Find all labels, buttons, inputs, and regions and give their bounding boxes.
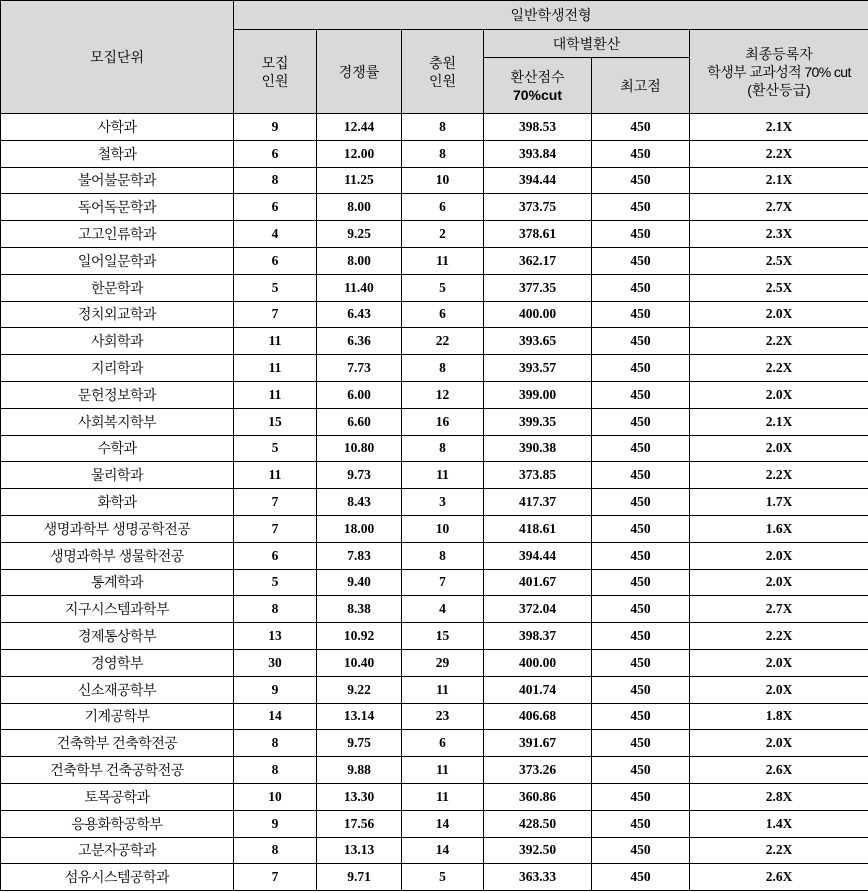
cell-grade: 2.2X — [690, 328, 868, 355]
cell-score: 362.17 — [484, 247, 592, 274]
cell-quota: 9 — [234, 114, 317, 141]
cell-unit: 철학과 — [1, 140, 234, 167]
cell-score: 400.00 — [484, 649, 592, 676]
cell-extra: 8 — [402, 114, 484, 141]
cell-score: 360.86 — [484, 783, 592, 810]
table-row — [1, 864, 868, 891]
cell-grade: 2.7X — [690, 194, 868, 221]
table-row — [1, 489, 868, 516]
cell-unit: 일어일문학과 — [1, 247, 234, 274]
cell-competition: 17.56 — [317, 810, 402, 837]
cell-competition: 6.60 — [317, 408, 402, 435]
cell-extra: 8 — [402, 542, 484, 569]
cell-quota: 5 — [234, 274, 317, 301]
cell-score: 398.53 — [484, 114, 592, 141]
cell-extra: 8 — [402, 140, 484, 167]
cell-max-score: 450 — [592, 408, 690, 435]
cell-competition: 10.40 — [317, 649, 402, 676]
cell-max-score: 450 — [592, 783, 690, 810]
cell-quota: 5 — [234, 435, 317, 462]
cell-score: 373.85 — [484, 462, 592, 489]
table-row — [1, 623, 868, 650]
cell-score: 400.00 — [484, 301, 592, 328]
cell-grade: 2.1X — [690, 114, 868, 141]
cell-quota: 8 — [234, 730, 317, 757]
cell-max-score: 450 — [592, 140, 690, 167]
cell-unit: 사학과 — [1, 114, 234, 141]
cell-extra: 22 — [402, 328, 484, 355]
cell-max-score: 450 — [592, 381, 690, 408]
cell-unit: 경제통상학부 — [1, 623, 234, 650]
cell-extra: 2 — [402, 221, 484, 248]
cell-unit: 사회복지학부 — [1, 408, 234, 435]
cell-unit: 건축학부 건축공학전공 — [1, 757, 234, 784]
cell-score: 417.37 — [484, 489, 592, 516]
cell-score: 363.33 — [484, 864, 592, 891]
cell-unit: 화학과 — [1, 489, 234, 516]
table-row — [1, 462, 868, 489]
cell-max-score: 450 — [592, 301, 690, 328]
header-conversion: 대학별환산 — [484, 30, 690, 58]
cell-max-score: 450 — [592, 489, 690, 516]
cell-unit: 불어불문학과 — [1, 167, 234, 194]
cell-competition: 9.25 — [317, 221, 402, 248]
cell-max-score: 450 — [592, 194, 690, 221]
cell-score: 372.04 — [484, 596, 592, 623]
table-row — [1, 114, 868, 141]
cell-competition: 18.00 — [317, 515, 402, 542]
cell-score: 378.61 — [484, 221, 592, 248]
cell-quota: 30 — [234, 649, 317, 676]
cell-competition: 9.40 — [317, 569, 402, 596]
cell-quota: 15 — [234, 408, 317, 435]
cell-grade: 2.6X — [690, 864, 868, 891]
table-header — [1, 1, 868, 114]
cell-quota: 14 — [234, 703, 317, 730]
cell-competition: 13.14 — [317, 703, 402, 730]
header-final-line2: 학생부 교과성적 70% cut — [707, 63, 851, 80]
cell-grade: 2.2X — [690, 355, 868, 382]
cell-competition: 7.73 — [317, 355, 402, 382]
table-row — [1, 649, 868, 676]
header-score-line2: 70%cut — [512, 86, 563, 103]
cell-score: 392.50 — [484, 837, 592, 864]
table-row — [1, 810, 868, 837]
cell-grade: 2.3X — [690, 221, 868, 248]
cell-unit: 문헌정보학과 — [1, 381, 234, 408]
cell-max-score: 450 — [592, 649, 690, 676]
table-row — [1, 757, 868, 784]
cell-max-score: 450 — [592, 676, 690, 703]
header-extra-line1: 충원 — [428, 54, 457, 71]
cell-grade: 2.2X — [690, 837, 868, 864]
cell-competition: 8.00 — [317, 247, 402, 274]
cell-extra: 11 — [402, 247, 484, 274]
header-unit: 모집단위 — [1, 1, 234, 114]
cell-quota: 7 — [234, 489, 317, 516]
cell-unit: 독어독문학과 — [1, 194, 234, 221]
cell-extra: 6 — [402, 194, 484, 221]
cell-quota: 8 — [234, 757, 317, 784]
cell-unit: 지구시스템과학부 — [1, 596, 234, 623]
cell-score: 393.57 — [484, 355, 592, 382]
cell-max-score: 450 — [592, 274, 690, 301]
cell-quota: 6 — [234, 140, 317, 167]
table-row — [1, 194, 868, 221]
cell-unit: 신소재공학부 — [1, 676, 234, 703]
cell-quota: 6 — [234, 247, 317, 274]
cell-competition: 6.00 — [317, 381, 402, 408]
table-row — [1, 408, 868, 435]
cell-quota: 11 — [234, 355, 317, 382]
cell-score: 401.67 — [484, 569, 592, 596]
cell-competition: 6.36 — [317, 328, 402, 355]
cell-extra: 5 — [402, 864, 484, 891]
cell-score: 393.65 — [484, 328, 592, 355]
table-row — [1, 783, 868, 810]
cell-extra: 10 — [402, 515, 484, 542]
cell-grade: 2.5X — [690, 274, 868, 301]
table-row — [1, 596, 868, 623]
cell-grade: 2.0X — [690, 301, 868, 328]
cell-quota: 7 — [234, 515, 317, 542]
cell-quota: 6 — [234, 194, 317, 221]
header-quota — [234, 30, 317, 114]
cell-unit: 수학과 — [1, 435, 234, 462]
header-final — [690, 30, 868, 114]
cell-score: 394.44 — [484, 167, 592, 194]
cell-competition: 10.80 — [317, 435, 402, 462]
table-row — [1, 837, 868, 864]
cell-grade: 2.0X — [690, 676, 868, 703]
table-row — [1, 703, 868, 730]
table-row — [1, 301, 868, 328]
cell-extra: 7 — [402, 569, 484, 596]
header-score-line1: 환산점수 — [510, 68, 565, 85]
cell-extra: 14 — [402, 810, 484, 837]
header-competition: 경쟁률 — [317, 30, 402, 114]
cell-competition: 8.43 — [317, 489, 402, 516]
cell-grade: 2.6X — [690, 757, 868, 784]
cell-max-score: 450 — [592, 623, 690, 650]
cell-unit: 섬유시스템공학과 — [1, 864, 234, 891]
cell-extra: 11 — [402, 462, 484, 489]
table-row — [1, 515, 868, 542]
cell-competition: 8.00 — [317, 194, 402, 221]
cell-grade: 1.7X — [690, 489, 868, 516]
cell-extra: 11 — [402, 783, 484, 810]
cell-extra: 8 — [402, 355, 484, 382]
cell-quota: 8 — [234, 167, 317, 194]
cell-max-score: 450 — [592, 837, 690, 864]
cell-grade: 2.1X — [690, 408, 868, 435]
header-quota-line2: 인원 — [261, 72, 289, 89]
cell-extra: 10 — [402, 167, 484, 194]
cell-unit: 고고인류학과 — [1, 221, 234, 248]
cell-competition: 11.25 — [317, 167, 402, 194]
cell-unit: 고분자공학과 — [1, 837, 234, 864]
cell-competition: 7.83 — [317, 542, 402, 569]
cell-grade: 2.7X — [690, 596, 868, 623]
cell-quota: 7 — [234, 301, 317, 328]
cell-competition: 9.22 — [317, 676, 402, 703]
cell-score: 390.38 — [484, 435, 592, 462]
cell-max-score: 450 — [592, 247, 690, 274]
table-row — [1, 247, 868, 274]
table-row — [1, 274, 868, 301]
cell-score: 394.44 — [484, 542, 592, 569]
header-track: 일반학생전형 — [234, 1, 868, 30]
cell-extra: 6 — [402, 730, 484, 757]
cell-extra: 15 — [402, 623, 484, 650]
table-row — [1, 167, 868, 194]
cell-competition: 6.43 — [317, 301, 402, 328]
cell-extra: 11 — [402, 757, 484, 784]
table-row — [1, 328, 868, 355]
cell-max-score: 450 — [592, 810, 690, 837]
cell-quota: 11 — [234, 328, 317, 355]
cell-competition: 9.88 — [317, 757, 402, 784]
cell-max-score: 450 — [592, 328, 690, 355]
cell-grade: 2.5X — [690, 247, 868, 274]
cell-extra: 23 — [402, 703, 484, 730]
cell-score: 393.84 — [484, 140, 592, 167]
cell-extra: 6 — [402, 301, 484, 328]
cell-unit: 지리학과 — [1, 355, 234, 382]
cell-quota: 9 — [234, 810, 317, 837]
cell-score: 399.00 — [484, 381, 592, 408]
cell-extra: 12 — [402, 381, 484, 408]
cell-max-score: 450 — [592, 435, 690, 462]
cell-grade: 2.0X — [690, 569, 868, 596]
cell-max-score: 450 — [592, 596, 690, 623]
cell-grade: 1.4X — [690, 810, 868, 837]
cell-grade: 2.2X — [690, 462, 868, 489]
cell-max-score: 450 — [592, 569, 690, 596]
cell-unit: 물리학과 — [1, 462, 234, 489]
cell-score: 391.67 — [484, 730, 592, 757]
header-extra — [402, 30, 484, 114]
cell-unit: 한문학과 — [1, 274, 234, 301]
cell-grade: 2.8X — [690, 783, 868, 810]
cell-unit: 기계공학부 — [1, 703, 234, 730]
cell-grade: 2.0X — [690, 542, 868, 569]
cell-unit: 건축학부 건축학전공 — [1, 730, 234, 757]
cell-max-score: 450 — [592, 114, 690, 141]
cell-competition: 9.75 — [317, 730, 402, 757]
table-row — [1, 221, 868, 248]
cell-quota: 8 — [234, 596, 317, 623]
cell-max-score: 450 — [592, 462, 690, 489]
cell-competition: 9.73 — [317, 462, 402, 489]
cell-grade: 2.2X — [690, 623, 868, 650]
cell-competition: 13.13 — [317, 837, 402, 864]
cell-max-score: 450 — [592, 515, 690, 542]
cell-grade: 2.0X — [690, 730, 868, 757]
cell-score: 418.61 — [484, 515, 592, 542]
table-row — [1, 355, 868, 382]
cell-max-score: 450 — [592, 864, 690, 891]
table-row — [1, 140, 868, 167]
cell-score: 406.68 — [484, 703, 592, 730]
cell-extra: 3 — [402, 489, 484, 516]
cell-max-score: 450 — [592, 355, 690, 382]
table-row — [1, 435, 868, 462]
cell-quota: 13 — [234, 623, 317, 650]
cell-score: 377.35 — [484, 274, 592, 301]
header-extra-line2: 인원 — [428, 72, 457, 89]
header-max-score: 최고점 — [592, 58, 690, 114]
table-row — [1, 676, 868, 703]
cell-extra: 14 — [402, 837, 484, 864]
cell-max-score: 450 — [592, 730, 690, 757]
cell-grade: 2.0X — [690, 649, 868, 676]
cell-extra: 4 — [402, 596, 484, 623]
cell-competition: 12.00 — [317, 140, 402, 167]
cell-grade: 2.0X — [690, 381, 868, 408]
cell-score: 398.37 — [484, 623, 592, 650]
cell-quota: 11 — [234, 462, 317, 489]
cell-quota: 7 — [234, 864, 317, 891]
cell-unit: 통계학과 — [1, 569, 234, 596]
cell-competition: 13.30 — [317, 783, 402, 810]
cell-quota: 10 — [234, 783, 317, 810]
cell-unit: 정치외교학과 — [1, 301, 234, 328]
cell-score: 428.50 — [484, 810, 592, 837]
cell-unit: 생명과학부 생명공학전공 — [1, 515, 234, 542]
cell-grade: 1.8X — [690, 703, 868, 730]
cell-score: 373.26 — [484, 757, 592, 784]
table-row — [1, 381, 868, 408]
header-final-line3: (환산등급) — [747, 81, 811, 98]
cell-max-score: 450 — [592, 542, 690, 569]
cell-quota: 8 — [234, 837, 317, 864]
cell-competition: 12.44 — [317, 114, 402, 141]
cell-quota: 11 — [234, 381, 317, 408]
cell-extra: 5 — [402, 274, 484, 301]
header-score — [484, 58, 592, 114]
cell-unit: 경영학부 — [1, 649, 234, 676]
cell-grade: 2.1X — [690, 167, 868, 194]
cell-max-score: 450 — [592, 221, 690, 248]
cell-max-score: 450 — [592, 167, 690, 194]
table-row — [1, 569, 868, 596]
cell-grade: 1.6X — [690, 515, 868, 542]
cell-unit: 사회학과 — [1, 328, 234, 355]
cell-grade: 2.0X — [690, 435, 868, 462]
cell-max-score: 450 — [592, 757, 690, 784]
cell-unit: 생명과학부 생물학전공 — [1, 542, 234, 569]
cell-competition: 11.40 — [317, 274, 402, 301]
cell-competition: 10.92 — [317, 623, 402, 650]
cell-extra: 29 — [402, 649, 484, 676]
header-final-line1: 최종등록자 — [745, 45, 813, 62]
cell-unit: 응용화학공학부 — [1, 810, 234, 837]
cell-unit: 토목공학과 — [1, 783, 234, 810]
cell-score: 399.35 — [484, 408, 592, 435]
table-body — [1, 114, 868, 891]
cell-score: 401.74 — [484, 676, 592, 703]
cell-quota: 9 — [234, 676, 317, 703]
cell-quota: 5 — [234, 569, 317, 596]
cell-score: 373.75 — [484, 194, 592, 221]
cell-quota: 4 — [234, 221, 317, 248]
cell-competition: 8.38 — [317, 596, 402, 623]
header-quota-line1: 모집 — [261, 54, 289, 71]
cell-extra: 16 — [402, 408, 484, 435]
cell-competition: 9.71 — [317, 864, 402, 891]
table-row — [1, 730, 868, 757]
table-row — [1, 542, 868, 569]
cell-extra: 8 — [402, 435, 484, 462]
cell-grade: 2.2X — [690, 140, 868, 167]
cell-extra: 11 — [402, 676, 484, 703]
cell-max-score: 450 — [592, 703, 690, 730]
cell-quota: 6 — [234, 542, 317, 569]
